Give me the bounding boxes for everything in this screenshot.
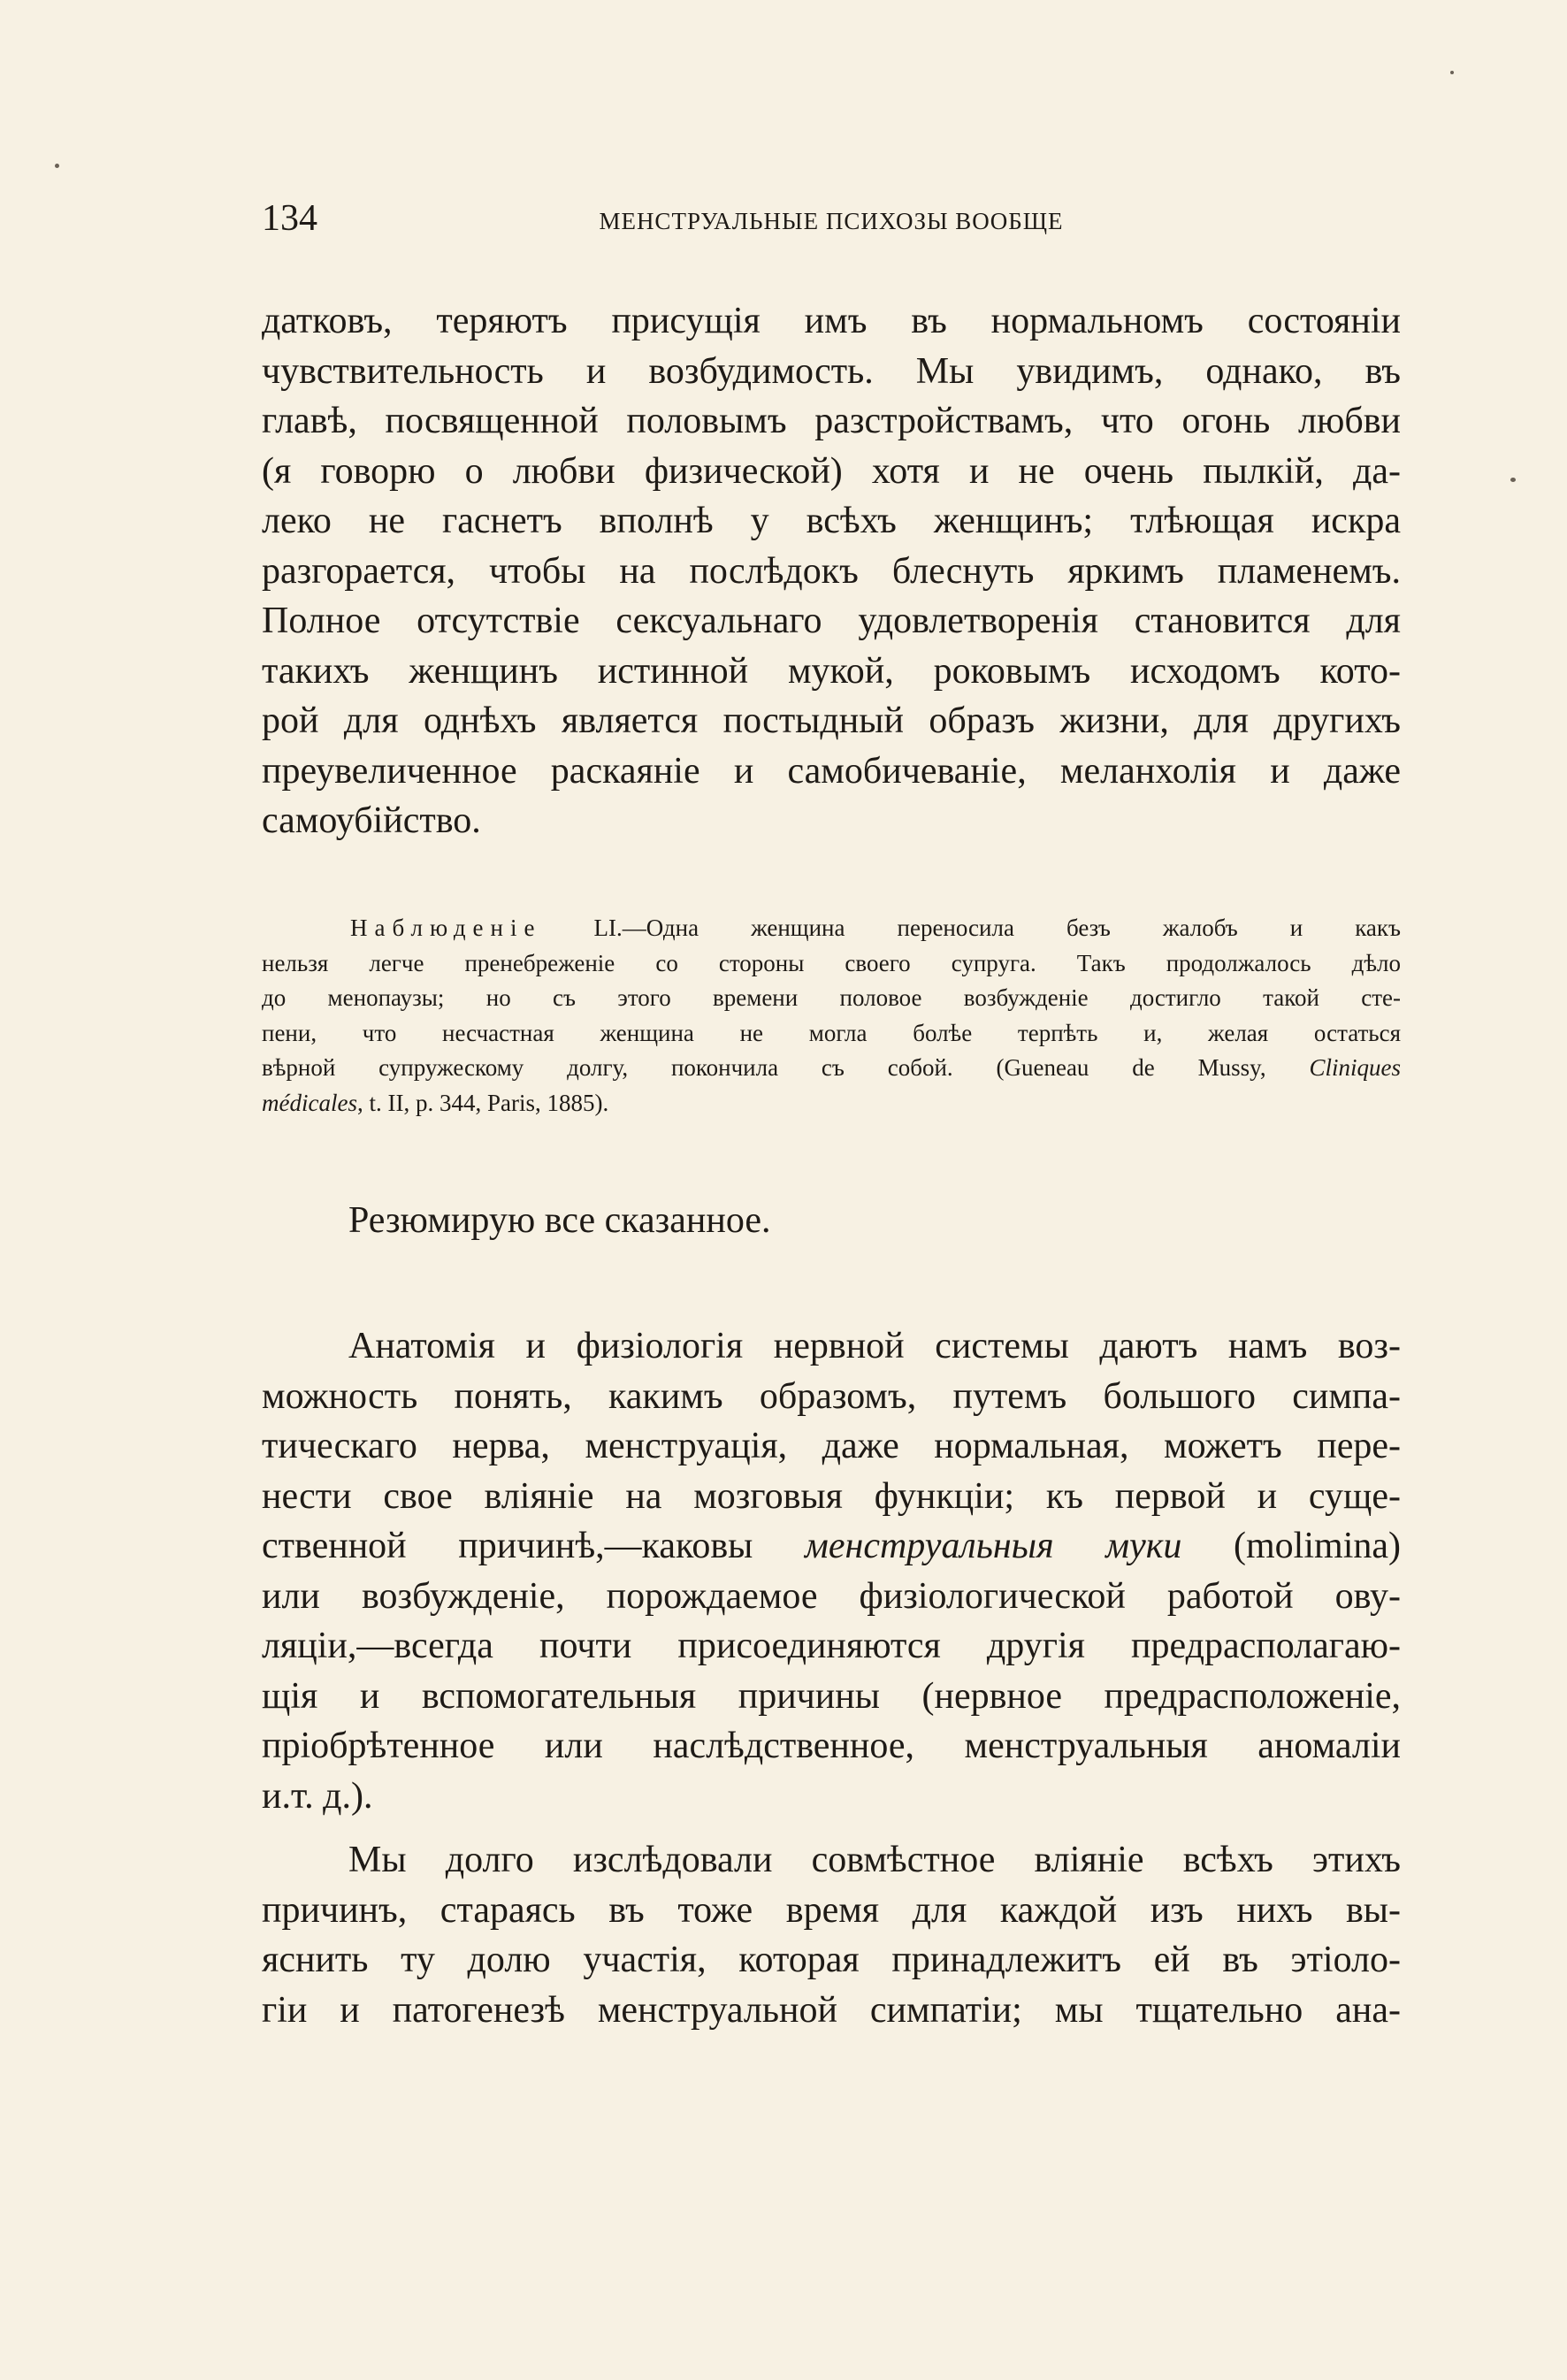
text-line: чувствительность и возбудимость. Мы увидимъ, однако, въ [262, 350, 1401, 392]
text-line: леко не гаснетъ вполнѣ у всѣхъ женщинъ; тлѣющая искра [262, 501, 1401, 541]
paper-speck [1510, 478, 1516, 482]
text-fragment: ственной причинѣ,—каковы [262, 1526, 806, 1566]
observation-text: LI.—Одна женщина переносила безъ жалобъ и какъ [541, 915, 1401, 941]
citation-title: médicales [262, 1089, 357, 1116]
text-line: рой для однѣхъ является постыдный образъ жизни, для другихъ [262, 700, 1401, 741]
text-line: тическаго нерва, менструація, даже нормальная, можетъ пере- [262, 1426, 1401, 1466]
text-line: такихъ женщинъ истинной мукой, роковымъ исходомъ кото- [262, 650, 1401, 692]
text-line: щія и вспомогательныя причины (нервное предрасположеніе, [262, 1675, 1401, 1717]
text-line: Анатомія и физіологія нервной системы даютъ намъ воз- [348, 1326, 1401, 1366]
paragraph-continuation [262, 296, 1401, 846]
paragraph-anatomy [262, 1321, 1401, 1821]
summary-line: Резюмирую все сказанное. [348, 1200, 771, 1241]
text-line: преувеличенное раскаяніе и самобичеваніе, меланхолія и даже [262, 750, 1401, 792]
text-line: яснить ту долю участія, которая принадлежитъ ей въ этіоло- [262, 1940, 1401, 1980]
text-line: пріобрѣтенное или наслѣдственное, менструальныя аномаліи [262, 1726, 1401, 1766]
note-line: вѣрной супружескому долгу, покончила съ собой. (Gueneau de Mussy, [262, 1054, 1266, 1081]
citation-title: Cliniques [1309, 1054, 1401, 1081]
text-line: и.т. д.). [262, 1775, 373, 1817]
text-line: ляціи,—всегда почти присоединяются другія предрасполагаю- [262, 1626, 1401, 1666]
text-line: причинъ, стараясь въ тоже время для каждой изъ нихъ вы- [262, 1889, 1401, 1931]
text-line: можность понять, какимъ образомъ, путемъ большого симпа- [262, 1375, 1401, 1417]
text-fragment: (molimina) [1181, 1526, 1401, 1566]
observation-note [262, 911, 1401, 1121]
note-line: пени, что несчастная женщина не могла болѣе терпѣть и, желая остаться [262, 1019, 1401, 1046]
text-line: Полное отсутствіе сексуальнаго удовлетворенія становится для [262, 601, 1401, 641]
text-line: датковъ, теряютъ присущія имъ въ нормальномъ состояніи [262, 301, 1401, 341]
italic-term: менструальныя муки [805, 1526, 1182, 1566]
observation-label: Наблюденіе [350, 915, 542, 941]
text-line: Мы долго изслѣдовали совмѣстное вліяніе всѣхъ этихъ [348, 1840, 1401, 1880]
paper-speck [55, 164, 59, 168]
note-line: нельзя легче пренебреженіе со стороны своего супруга. Такъ продолжалось дѣло [262, 949, 1401, 976]
text-line: гіи и патогенезѣ менструальной симпатіи; мы тщательно ана- [262, 1989, 1401, 2031]
note-line: до менопаузы; но съ этого времени половое возбужденіе достигло такой сте- [262, 984, 1401, 1011]
paragraph-research [262, 1835, 1401, 2035]
paper-speck [1450, 71, 1454, 74]
running-title: МЕНСТРУАЛЬНЫЕ ПСИХОЗЫ ВООБЩЕ [599, 208, 1064, 234]
text-line: (я говорю о любви физической) хотя и не очень пылкій, да- [262, 450, 1401, 492]
page-number: 134 [262, 198, 317, 239]
page-header [262, 196, 1401, 241]
text-line: самоубійство. [262, 800, 481, 841]
text-line: главѣ, посвященной половымъ разстройствамъ, что огонь любви [262, 401, 1401, 441]
text-line: или возбужденіе, порождаемое физіологической работой ову- [262, 1575, 1401, 1617]
text-line: разгорается, чтобы на послѣдокъ блеснуть яркимъ пламенемъ. [262, 550, 1401, 592]
text-line: нести свое вліяніе на мозговыя функціи; къ первой и суще- [262, 1475, 1401, 1517]
citation-details: , t. II, p. 344, Paris, 1885). [356, 1089, 609, 1116]
